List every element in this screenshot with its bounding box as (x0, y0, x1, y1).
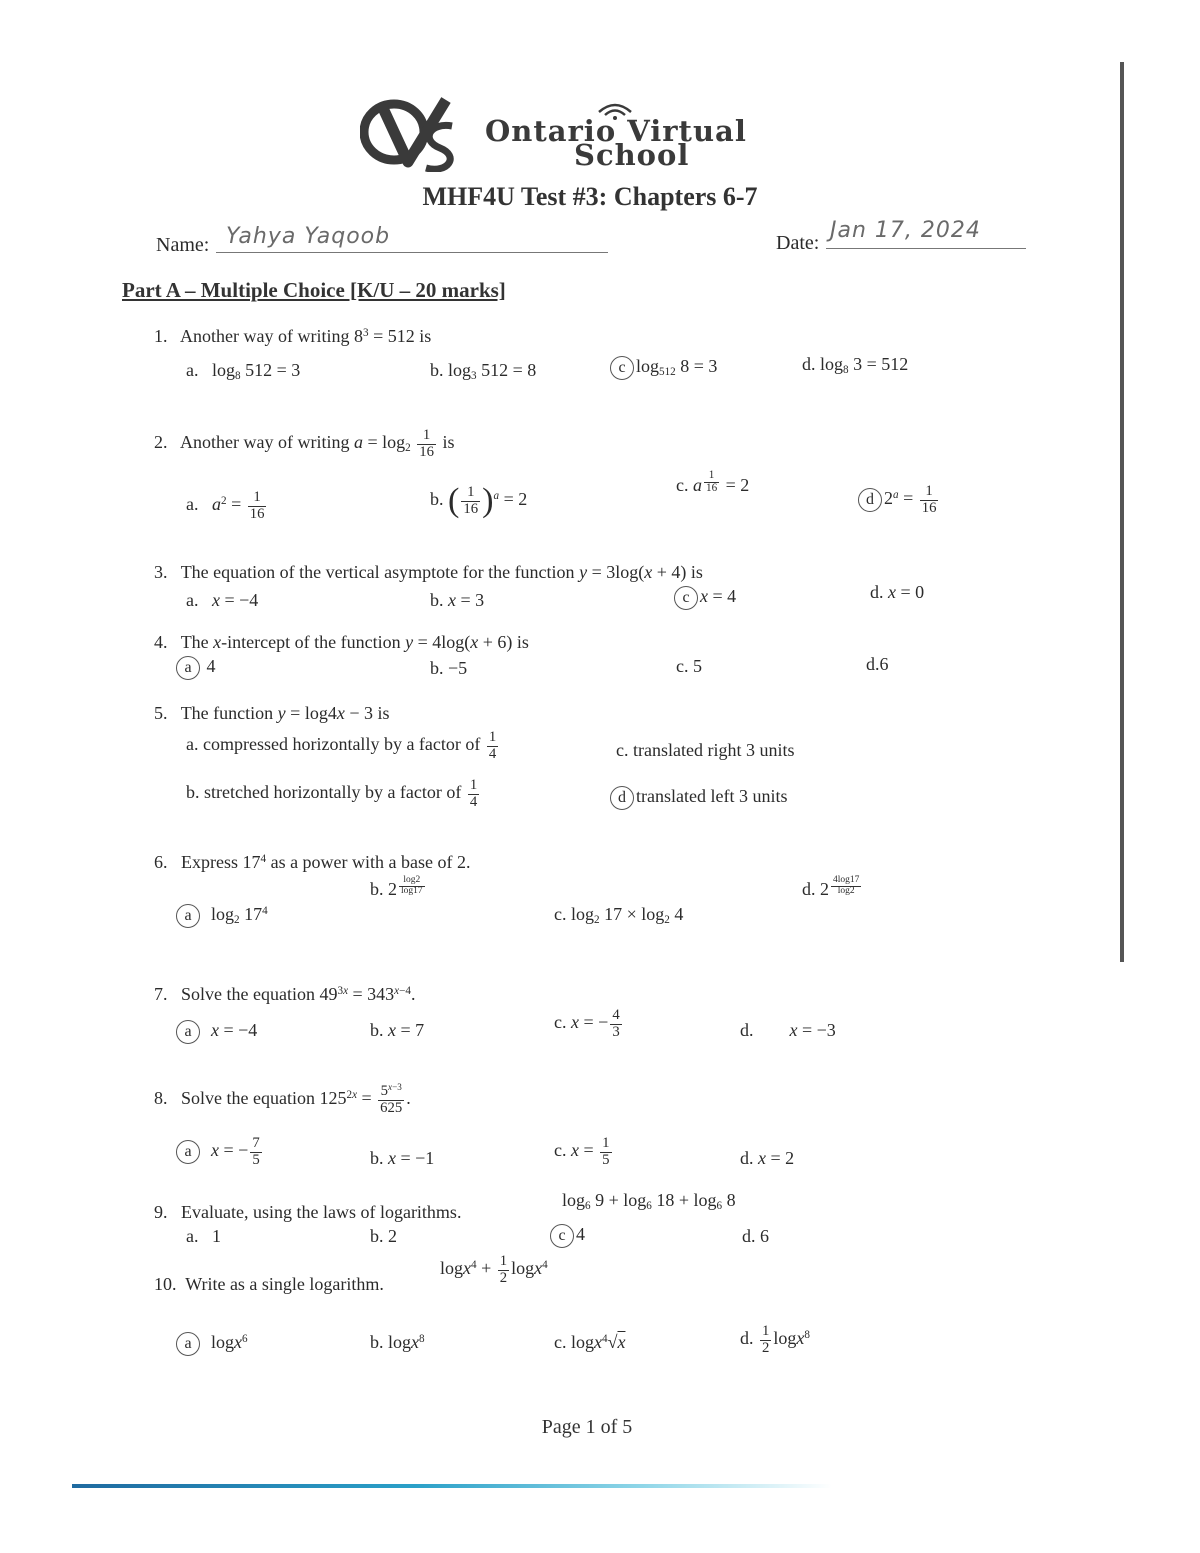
circled-answer-icon: c (610, 356, 634, 380)
q10-expression: logx$^4$ + $\frac{1}{2}$ logx$^4$ (440, 1253, 548, 1286)
q7-option-d[interactable]: d. x = −3 (740, 1020, 836, 1040)
q3-option-c[interactable]: c x = 4 (674, 586, 736, 610)
q8-option-a[interactable]: a x = − $\frac{7}{5}$ (176, 1136, 264, 1168)
circled-answer-icon: a (176, 1332, 200, 1356)
q9-option-a[interactable]: a. 1 (186, 1226, 221, 1246)
q2-option-a[interactable]: a. $a^2$ = $\frac{1}{16}$ (186, 489, 265, 522)
q2-option-d[interactable]: d $2^a$ = $\frac{1}{16}$ (858, 484, 940, 516)
question-7 (154, 984, 416, 1005)
q1-option-d[interactable]: d. $\log_8 3 = 512$ (802, 354, 909, 377)
section-title: Part A – Multiple Choice [K/U – 20 marks] (122, 278, 506, 302)
q4-option-b[interactable]: b. −5 (430, 658, 468, 678)
question-text: Another way of writing $a = \log_2$ $\frac{1}{16}$ is (180, 427, 455, 460)
q1-option-c[interactable]: c $\log_{512} 8 = 3$ (610, 356, 717, 380)
q4-option-c[interactable]: c. 5 (676, 656, 702, 676)
question-1 (154, 326, 431, 347)
question-text: The x-intercept of the function y = 4log(x + 6) is (180, 632, 529, 652)
circled-answer-icon: a (176, 1140, 200, 1164)
q5-option-d[interactable]: d translated left 3 units (610, 786, 787, 810)
question-number: 7. (154, 984, 168, 1004)
q6-option-a[interactable]: a $\log_2 17^4$ (176, 904, 268, 928)
q3-option-d[interactable]: d. x = 0 (870, 582, 925, 602)
q9-expression: $\log_6 9 + \log_6 18 + \log_6 8$ (562, 1190, 736, 1213)
q8-option-d[interactable]: d. x = 2 (740, 1148, 795, 1168)
question-number: 10. (154, 1274, 177, 1294)
name-value: Yahya Yaqoob (226, 224, 391, 249)
q7-option-c[interactable]: c. x = − $\frac{4}{3}$ (554, 1007, 620, 1040)
q2-option-c[interactable]: c. a $^{\frac{1}{16}}$ = 2 (676, 469, 750, 495)
logo-line-2: School (574, 138, 690, 172)
q7-option-b[interactable]: b. x = 7 (370, 1020, 425, 1040)
q9-option-c[interactable]: c 4 (550, 1224, 585, 1248)
q6-option-b[interactable]: b. 2 $^{\frac{\log 2}{\log 17}}$ (370, 875, 423, 900)
name-field[interactable] (216, 226, 608, 253)
scan-edge-line (1120, 62, 1124, 962)
question-text: Solve the equation $49^{3x} = 343^{x-4}$. (181, 984, 416, 1004)
question-5 (154, 703, 390, 724)
q3-option-b[interactable]: b. x = 3 (430, 590, 485, 610)
q10-option-a[interactable]: a logx$^6$ (176, 1332, 248, 1356)
date-value: Jan 17, 2024 (830, 218, 981, 243)
question-number: 6. (154, 852, 168, 872)
question-number: 3. (154, 562, 168, 582)
question-text: Another way of writing $8^3 = 512$ is (180, 326, 432, 346)
question-9 (154, 1202, 461, 1223)
footer-bar (72, 1484, 832, 1488)
question-number: 1. (154, 326, 168, 346)
circled-answer-icon: a (176, 656, 200, 680)
question-text: The equation of the vertical asymptote for the function y = 3log(x + 4) is (180, 562, 703, 582)
question-2 (154, 428, 454, 460)
question-text: Solve the equation $125^{2x}$ = $\frac{5^{x-3}}{625}$ . (181, 1081, 411, 1116)
q9-option-b[interactable]: b. 2 (370, 1226, 397, 1246)
ovs-logo-icon (360, 96, 470, 172)
q4-option-d[interactable]: d.6 (866, 654, 889, 674)
q6-option-c[interactable]: c. $\log_2 17 \times \log_2 4$ (554, 904, 684, 927)
circled-answer-icon: d (858, 488, 882, 512)
q10-option-b[interactable]: b. logx$^8$ (370, 1332, 425, 1352)
q6-option-d[interactable]: d. 2 $^{\frac{4\log 17}{\log 2}}$ (802, 875, 860, 900)
circled-answer-icon: a (176, 904, 200, 928)
question-text: Write as a single logarithm. (185, 1274, 384, 1294)
logo-line-1: Ontario Virtual (485, 114, 747, 148)
q5-option-c[interactable]: c. translated right 3 units (616, 740, 795, 760)
q10-option-d[interactable]: d. $\frac{1}{2}$ logx$^8$ (740, 1323, 810, 1356)
school-logo (360, 96, 820, 172)
page-number: Page 1 of 5 (541, 1416, 633, 1438)
question-number: 2. (154, 432, 168, 453)
q5-option-b[interactable]: b. stretched horizontally by a factor of $\frac{1}{4}$ (186, 777, 478, 810)
q1-option-b[interactable]: b. $\log_3 512 = 8$ (430, 360, 537, 383)
q3-option-a[interactable]: a. x = −4 (186, 590, 259, 610)
question-number: 4. (154, 632, 168, 652)
question-text: Express $17^4$ as a power with a base of 2. (181, 852, 471, 872)
page-title: MHF4U Test #3: Chapters 6-7 (422, 182, 758, 211)
q4-option-a[interactable]: a 4 (176, 656, 216, 680)
circled-answer-icon: c (550, 1224, 574, 1248)
question-8 (154, 1081, 411, 1116)
q8-option-b[interactable]: b. x = −1 (370, 1148, 435, 1168)
question-text: Evaluate, using the laws of logarithms. (181, 1202, 462, 1222)
q10-option-c[interactable]: c. logx$^4$√x (554, 1332, 626, 1352)
question-4 (154, 632, 529, 653)
question-text: The function y = log4x − 3 is (180, 703, 390, 723)
question-3 (154, 562, 703, 583)
question-number: 9. (154, 1202, 168, 1222)
date-label: Date: (776, 232, 820, 254)
circled-answer-icon: c (674, 586, 698, 610)
question-number: 8. (154, 1088, 168, 1109)
q8-option-c[interactable]: c. x = $\frac{1}{5}$ (554, 1135, 610, 1168)
q2-option-b[interactable]: b. ( $\frac{1}{16}$ )$^a$ = 2 (430, 482, 528, 519)
q9-option-d[interactable]: d. 6 (742, 1226, 769, 1246)
question-6 (154, 852, 471, 873)
name-label: Name: (156, 234, 210, 256)
q7-option-a[interactable]: a x = −4 (176, 1020, 257, 1044)
question-number: 5. (154, 703, 168, 723)
question-10 (154, 1274, 384, 1295)
q1-option-a[interactable]: a. $\log_8 512 = 3$ (186, 360, 301, 383)
q5-option-a[interactable]: a. compressed horizontally by a factor of $\frac{1}{4}$ (186, 729, 497, 762)
circled-answer-icon: d (610, 786, 634, 810)
date-field[interactable] (826, 218, 1026, 249)
circled-answer-icon: a (176, 1020, 200, 1044)
